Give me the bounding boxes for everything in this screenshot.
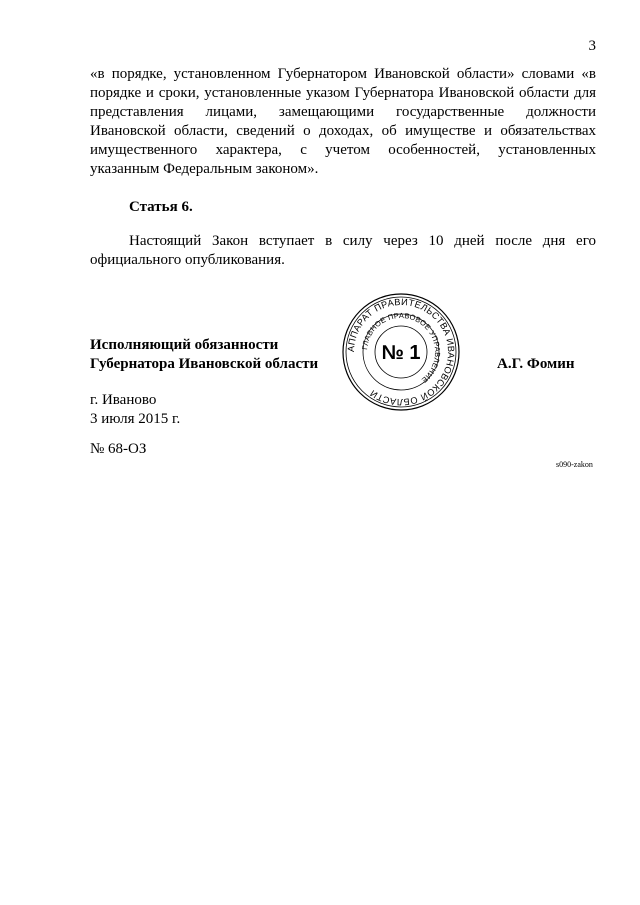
seal-inner-text: ГЛАВНОЕ ПРАВОВОЕ УПРАВЛЕНИЕ: [360, 310, 443, 386]
article-paragraph: Настоящий Закон вступает в силу через 10 дней после дня его официального опубликования.: [90, 233, 596, 268]
seal-outer-text: АППАРАТ ПРАВИТЕЛЬСТВА ИВАНОВСКОЙ ОБЛАСТИ: [345, 296, 457, 408]
signatory-position-line2: Губернатора Ивановской области: [90, 356, 319, 372]
place-and-date: [90, 391, 180, 429]
official-seal: [341, 292, 461, 412]
amendment-paragraph: «в порядке, установленном Губернатором Ивановской области» словами «в порядке и сроки, установленные указом Губернатора Ивановской области для представления лицами, замещающими государственные должности Ивановской области, сведений о доходах, об имуществе и обязательствах имущественного характера, с учетом особенностей, установленных указанным Федеральным законом».: [90, 66, 596, 177]
article-title: Статья 6.: [129, 199, 193, 215]
signatory-position-line1: Исполняющий обязанности: [90, 337, 279, 353]
signer-name: А.Г. Фомин: [497, 356, 575, 372]
date: 3 июля 2015 г.: [90, 411, 181, 427]
law-number: № 68-ОЗ: [90, 441, 147, 457]
seal-center-number: № 1: [381, 342, 421, 364]
file-reference: s090-zakon: [556, 460, 593, 469]
city: г. Иваново: [90, 392, 157, 408]
page-number: 3: [588, 38, 596, 54]
signatory-position: [90, 336, 318, 374]
